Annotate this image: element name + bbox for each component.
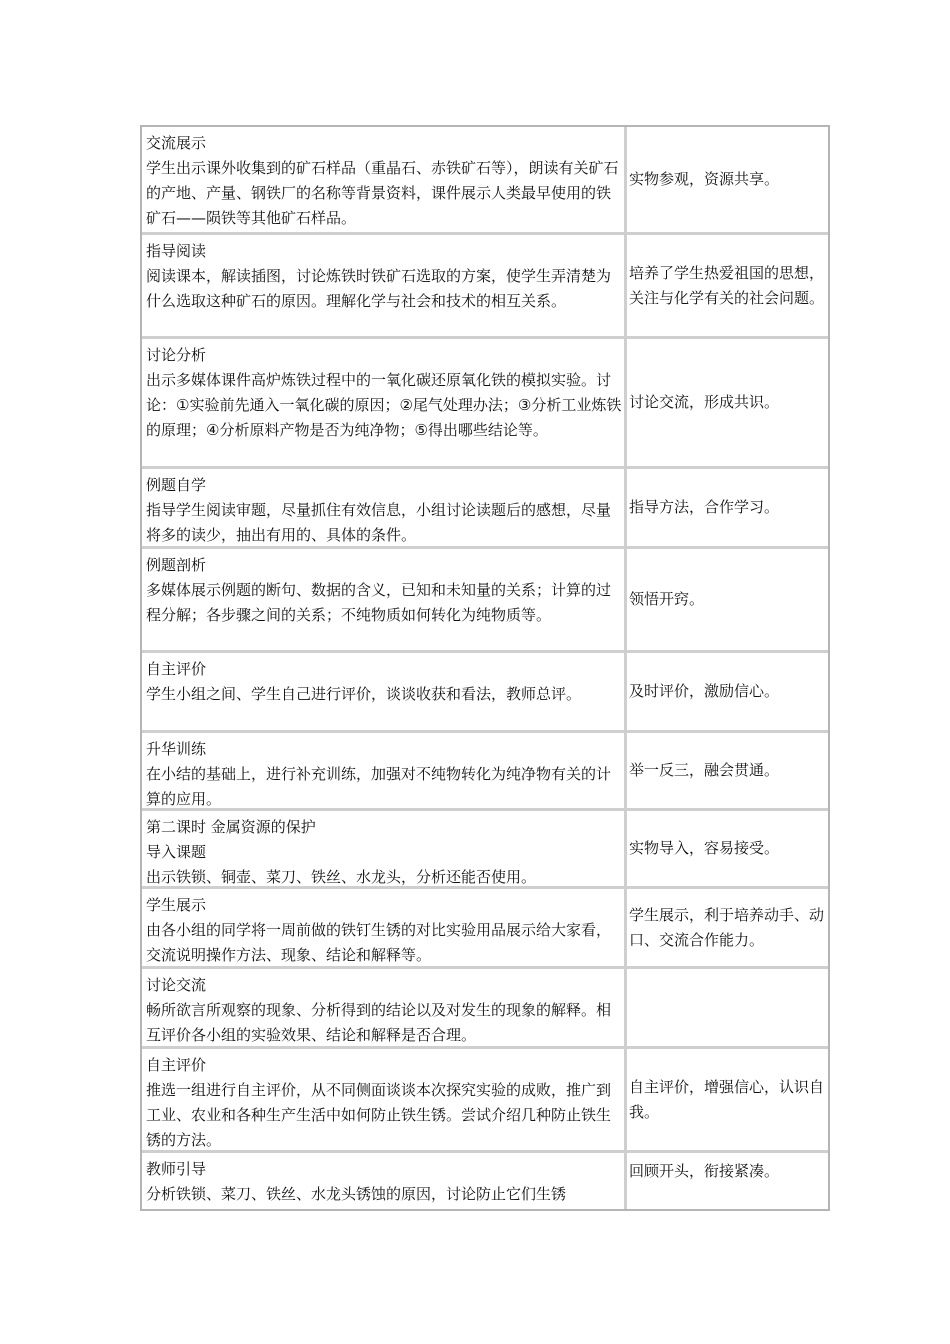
- design-intent-cell: 回顾开头，衔接紧凑。: [629, 1162, 780, 1180]
- activity-description: 在小结的基础上，进行补充训练，加强对不纯物转化为纯净物有关的计算的应用。: [146, 765, 612, 808]
- activity-cell: [142, 339, 627, 466]
- activity-title: 学生展示: [146, 896, 207, 914]
- lesson-plan-table: [140, 125, 830, 1211]
- design-intent-cell: 实物参观，资源共享。: [629, 170, 780, 188]
- activity-title: 例题剖析: [146, 556, 207, 574]
- activity-cell: [142, 1153, 627, 1209]
- activity-title: 讨论交流: [146, 976, 207, 994]
- activity-cell: [142, 1049, 627, 1150]
- table-row: [142, 889, 828, 969]
- design-intent-cell: 讨论交流，形成共识。: [629, 393, 780, 411]
- activity-title: 教师引导: [146, 1160, 207, 1178]
- design-intent-cell: 领悟开窍。: [629, 590, 705, 608]
- design-intent-cell: 指导方法，合作学习。: [629, 498, 780, 516]
- activity-cell: [142, 469, 627, 546]
- activity-description: 学生出示课外收集到的矿石样品（重晶石、赤铁矿石等），朗读有关矿石的产地、产量、钢铁厂的名称等背景资料，课件展示人类最早使用的铁矿石——陨铁等其他矿石样品。: [146, 159, 619, 227]
- activity-title: 自主评价: [146, 660, 207, 678]
- activity-description: 出示多媒体课件高炉炼铁过程中的一氧化碳还原氧化铁的模拟实验。讨论：①实验前先通入一氧化碳的原因；②尾气处理办法；③分析工业炼铁的原理；④分析原料产物是否为纯净物；⑤得出哪些结论等。: [146, 371, 622, 439]
- design-intent-cell: 学生展示，利于培养动手、动口、交流合作能力。: [629, 905, 825, 949]
- activity-cell: [142, 969, 627, 1046]
- activity-cell: [142, 733, 627, 808]
- table-row: [142, 549, 828, 653]
- table-row: [142, 969, 828, 1049]
- design-intent-cell: 实物导入，容易接受。: [629, 839, 780, 857]
- activity-title: 讨论分析: [146, 346, 207, 364]
- activity-title: 例题自学: [146, 476, 207, 494]
- activity-description: 阅读课本，解读插图，讨论炼铁时铁矿石选取的方案，使学生弄清楚为什么选取这种矿石的原因。理解化学与社会和技术的相互关系。: [146, 267, 612, 310]
- activity-description: 分析铁锁、菜刀、铁丝、水龙头锈蚀的原因，讨论防止它们生锈: [146, 1185, 567, 1203]
- activity-title: 导入课题: [146, 843, 207, 861]
- activity-title: 指导阅读: [146, 242, 207, 260]
- design-intent-cell: [627, 969, 828, 1046]
- design-intent-cell: 自主评价，增强信心，认识自我。: [629, 1077, 825, 1121]
- activity-description: 多媒体展示例题的断句、数据的含义，已知和未知量的关系；计算的过程分解；各步骤之间的关系；不纯物质如何转化为纯物质等。: [146, 581, 612, 624]
- activity-description: 畅所欲言所观察的现象、分析得到的结论以及对发生的现象的解释。相互评价各小组的实验效果、结论和解释是否合理。: [146, 1001, 612, 1044]
- table-row: [142, 653, 828, 733]
- design-intent-cell: 及时评价，激励信心。: [629, 682, 780, 700]
- table-row: [142, 235, 828, 339]
- activity-cell: [142, 235, 627, 336]
- activity-title: 自主评价: [146, 1056, 207, 1074]
- activity-cell: [142, 549, 627, 650]
- activity-description: 由各小组的同学将一周前做的铁钉生锈的对比实验用品展示给大家看，交流说明操作方法、现象、结论和解释等。: [146, 921, 612, 964]
- activity-cell: [142, 811, 627, 886]
- activity-title: 交流展示: [146, 134, 207, 152]
- table-row: [142, 469, 828, 549]
- activity-title: 升华训练: [146, 740, 207, 758]
- table-row: [142, 733, 828, 811]
- design-intent-cell: 培养了学生热爱祖国的思想，关注与化学有关的社会问题。: [629, 263, 825, 307]
- table-row: [142, 339, 828, 469]
- table-row: [142, 811, 828, 889]
- design-intent-cell: 举一反三，融会贯通。: [629, 761, 780, 779]
- activity-description: 出示铁锁、铜壶、菜刀、铁丝、水龙头，分析还能否使用。: [146, 868, 537, 886]
- table-row: [142, 1153, 828, 1209]
- activity-cell: [142, 889, 627, 966]
- lesson-heading: 第二课时 金属资源的保护: [146, 818, 316, 836]
- activity-cell: [142, 127, 627, 232]
- activity-cell: [142, 653, 627, 730]
- activity-description: 学生小组之间、学生自己进行评价，谈谈收获和看法，教师总评。: [146, 685, 582, 703]
- activity-description: 指导学生阅读审题，尽量抓住有效信息，小组讨论读题后的感想，尽量将多的读少，抽出有用的、具体的条件。: [146, 501, 612, 544]
- activity-description: 推选一组进行自主评价，从不同侧面谈谈本次探究实验的成败，推广到工业、农业和各种生产生活中如何防止铁生锈。尝试介绍几种防止铁生锈的方法。: [146, 1081, 612, 1149]
- table-row: [142, 1049, 828, 1153]
- table-row: [142, 127, 828, 235]
